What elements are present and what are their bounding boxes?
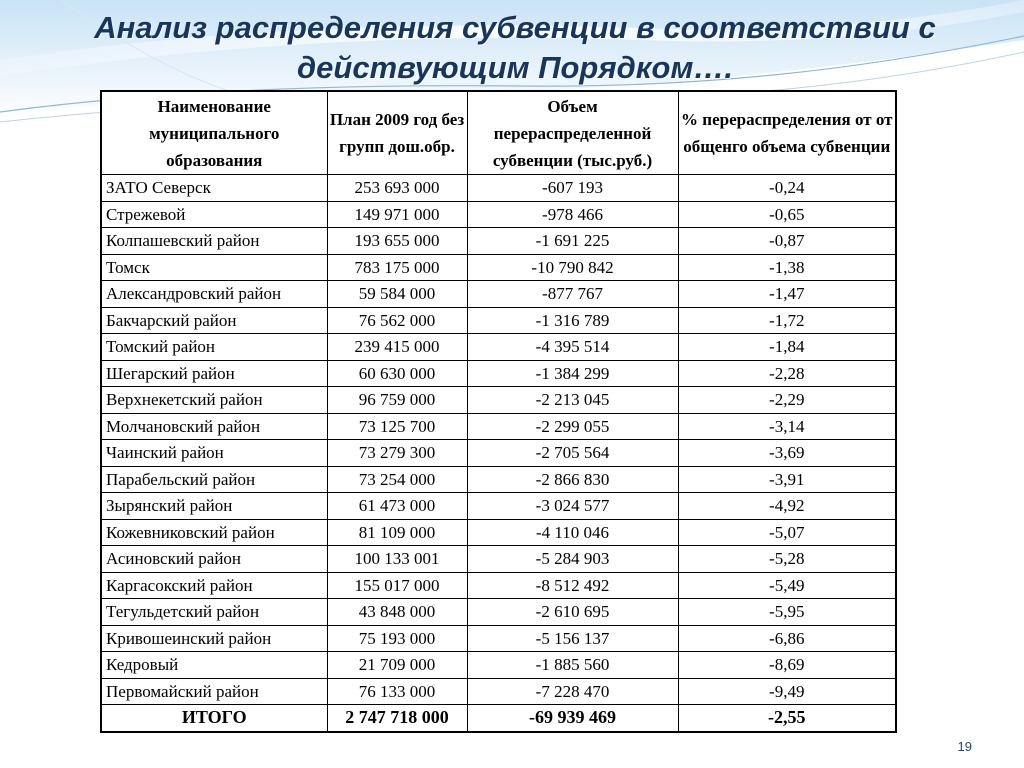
cell-plan-2009: 149 971 000	[327, 201, 467, 228]
cell-municipality: Шегарский район	[101, 360, 327, 387]
cell-plan-2009: 75 193 000	[327, 625, 467, 652]
header-municipality: Наименование муниципального образования	[101, 91, 327, 175]
cell-redistribution-percent: -0,87	[678, 228, 896, 255]
cell-municipality: Кривошеинский район	[101, 625, 327, 652]
cell-redistribution-percent: -2,28	[678, 360, 896, 387]
table-row	[101, 440, 896, 467]
cell-municipality: Каргасокский район	[101, 572, 327, 599]
cell-redistributed-volume: -877 767	[467, 281, 678, 308]
cell-municipality: Первомайский район	[101, 678, 327, 705]
cell-redistributed-volume: -5 156 137	[467, 625, 678, 652]
cell-redistribution-percent: -5,49	[678, 572, 896, 599]
table-row	[101, 413, 896, 440]
cell-redistribution-percent: -1,38	[678, 254, 896, 281]
cell-plan-2009: 253 693 000	[327, 175, 467, 202]
cell-municipality: Молчановский район	[101, 413, 327, 440]
cell-plan-2009: 60 630 000	[327, 360, 467, 387]
cell-redistributed-volume: -978 466	[467, 201, 678, 228]
cell-plan-2009: 43 848 000	[327, 599, 467, 626]
cell-redistributed-volume: -2 610 695	[467, 599, 678, 626]
cell-redistribution-percent: -0,65	[678, 201, 896, 228]
total-cell-redistribution-percent: -2,55	[678, 705, 896, 732]
cell-redistributed-volume: -1 691 225	[467, 228, 678, 255]
cell-redistributed-volume: -4 110 046	[467, 519, 678, 546]
table-row	[101, 519, 896, 546]
header-redistributed-volume: Объем перераспределенной субвенции (тыс.руб.)	[467, 91, 678, 175]
cell-redistribution-percent: -3,91	[678, 466, 896, 493]
cell-redistribution-percent: -2,29	[678, 387, 896, 414]
cell-plan-2009: 21 709 000	[327, 652, 467, 679]
cell-redistributed-volume: -4 395 514	[467, 334, 678, 361]
cell-redistributed-volume: -2 866 830	[467, 466, 678, 493]
total-cell-plan-2009: 2 747 718 000	[327, 705, 467, 732]
table-row	[101, 334, 896, 361]
table-row	[101, 546, 896, 573]
table-header-row	[101, 91, 896, 175]
cell-plan-2009: 73 279 300	[327, 440, 467, 467]
cell-redistribution-percent: -8,69	[678, 652, 896, 679]
cell-municipality: Кедровый	[101, 652, 327, 679]
table-row	[101, 175, 896, 202]
cell-municipality: Колпашевский район	[101, 228, 327, 255]
cell-municipality: Томский район	[101, 334, 327, 361]
table-row	[101, 254, 896, 281]
header-redistribution-percent: % перераспределения от от общенго объема субвенции	[678, 91, 896, 175]
table-row	[101, 599, 896, 626]
table-row	[101, 572, 896, 599]
table-row	[101, 652, 896, 679]
cell-plan-2009: 61 473 000	[327, 493, 467, 520]
cell-municipality: Чаинский район	[101, 440, 327, 467]
table-row	[101, 625, 896, 652]
cell-plan-2009: 100 133 001	[327, 546, 467, 573]
cell-redistributed-volume: -2 213 045	[467, 387, 678, 414]
cell-municipality: Парабельский район	[101, 466, 327, 493]
cell-redistribution-percent: -3,69	[678, 440, 896, 467]
table-body	[101, 175, 896, 732]
table-row	[101, 493, 896, 520]
cell-plan-2009: 76 133 000	[327, 678, 467, 705]
cell-plan-2009: 73 254 000	[327, 466, 467, 493]
cell-redistributed-volume: -1 384 299	[467, 360, 678, 387]
cell-redistributed-volume: -7 228 470	[467, 678, 678, 705]
cell-plan-2009: 59 584 000	[327, 281, 467, 308]
slide-title-line-2: действующим Порядком….	[297, 50, 733, 85]
cell-plan-2009: 239 415 000	[327, 334, 467, 361]
header-plan-2009: План 2009 год без групп дош.обр.	[327, 91, 467, 175]
cell-redistribution-percent: -4,92	[678, 493, 896, 520]
cell-redistributed-volume: -10 790 842	[467, 254, 678, 281]
cell-municipality: Кожевниковский район	[101, 519, 327, 546]
table-row	[101, 281, 896, 308]
cell-redistribution-percent: -1,72	[678, 307, 896, 334]
cell-municipality: ЗАТО Северск	[101, 175, 327, 202]
cell-plan-2009: 76 562 000	[327, 307, 467, 334]
table-row	[101, 387, 896, 414]
table-row	[101, 201, 896, 228]
cell-municipality: Стрежевой	[101, 201, 327, 228]
table-row	[101, 678, 896, 705]
cell-redistribution-percent: -5,28	[678, 546, 896, 573]
cell-redistributed-volume: -607 193	[467, 175, 678, 202]
cell-municipality: Александровский район	[101, 281, 327, 308]
cell-redistributed-volume: -8 512 492	[467, 572, 678, 599]
cell-municipality: Бакчарский район	[101, 307, 327, 334]
cell-redistributed-volume: -1 885 560	[467, 652, 678, 679]
cell-municipality: Верхнекетский район	[101, 387, 327, 414]
cell-municipality: Томск	[101, 254, 327, 281]
cell-redistributed-volume: -1 316 789	[467, 307, 678, 334]
slide-title-line-1: Анализ распределения субвенции в соответствии с	[94, 10, 936, 45]
cell-municipality: Тегульдетский район	[101, 599, 327, 626]
cell-redistribution-percent: -1,84	[678, 334, 896, 361]
cell-redistributed-volume: -5 284 903	[467, 546, 678, 573]
table-row	[101, 360, 896, 387]
cell-plan-2009: 96 759 000	[327, 387, 467, 414]
total-cell-municipality: ИТОГО	[101, 705, 327, 732]
cell-plan-2009: 81 109 000	[327, 519, 467, 546]
cell-redistribution-percent: -0,24	[678, 175, 896, 202]
cell-redistributed-volume: -3 024 577	[467, 493, 678, 520]
table-total-row	[101, 705, 896, 732]
cell-redistribution-percent: -5,07	[678, 519, 896, 546]
subvention-table	[100, 90, 897, 733]
cell-redistributed-volume: -2 299 055	[467, 413, 678, 440]
cell-redistribution-percent: -9,49	[678, 678, 896, 705]
page-number: 19	[957, 739, 972, 754]
cell-redistribution-percent: -1,47	[678, 281, 896, 308]
cell-redistribution-percent: -6,86	[678, 625, 896, 652]
cell-redistribution-percent: -3,14	[678, 413, 896, 440]
cell-plan-2009: 783 175 000	[327, 254, 467, 281]
cell-redistribution-percent: -5,95	[678, 599, 896, 626]
cell-plan-2009: 193 655 000	[327, 228, 467, 255]
total-cell-redistributed-volume: -69 939 469	[467, 705, 678, 732]
table-row	[101, 307, 896, 334]
table-row	[101, 466, 896, 493]
cell-plan-2009: 73 125 700	[327, 413, 467, 440]
cell-plan-2009: 155 017 000	[327, 572, 467, 599]
cell-redistributed-volume: -2 705 564	[467, 440, 678, 467]
cell-municipality: Асиновский район	[101, 546, 327, 573]
slide-title	[60, 8, 970, 88]
cell-municipality: Зырянский район	[101, 493, 327, 520]
table-row	[101, 228, 896, 255]
